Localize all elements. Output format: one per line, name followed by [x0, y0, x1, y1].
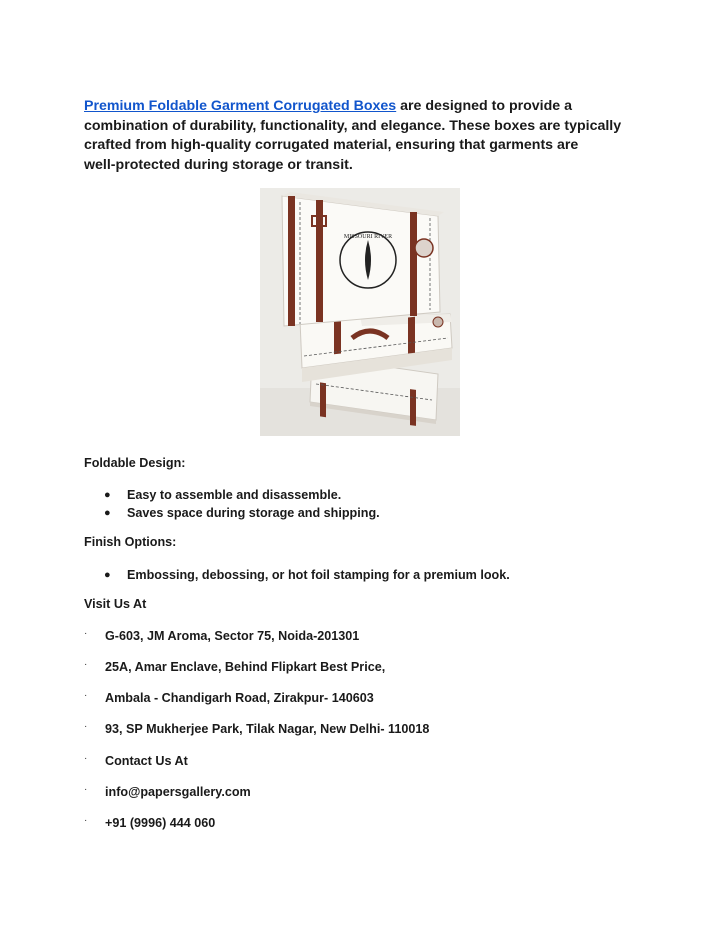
visit-heading: Visit Us At [84, 597, 147, 611]
bullet-icon: · [84, 690, 88, 701]
bullet-icon: · [84, 815, 88, 826]
list-item: ● Saves space during storage and shipping. [104, 506, 380, 520]
list-item: ● Easy to assemble and disassemble. [104, 488, 342, 502]
bullet-icon: ● [104, 489, 111, 501]
product-photo [260, 188, 460, 436]
bullet-icon: ● [104, 507, 111, 519]
intro-paragraph [84, 97, 644, 175]
intro-line-4: well-protected during storage or transit. [84, 156, 353, 173]
finish-heading: Finish Options: [84, 535, 177, 549]
phone-text: +91 (9996) 444 060 [105, 816, 216, 830]
bullet-icon: · [84, 753, 88, 764]
brand-seal-text: MISSOURI RIVER [343, 234, 393, 240]
email-text: info@papersgallery.com [105, 785, 251, 799]
intro-line-2: combination of durability, functionality, and elegance. These boxes are typically [84, 117, 622, 134]
bullet-icon: · [84, 628, 88, 639]
product-link[interactable]: Premium Foldable Garment Corrugated Boxes [84, 98, 397, 114]
top-box [282, 192, 444, 326]
intro-line-3: crafted from high-quality corrugated material, ensuring that garments are [84, 137, 579, 153]
document-page: Premium Foldable Garment Corrugated Boxes are designed to provide a combination of durability, functionality, and elegance. These boxes are typically crafted from high-quality corrugated material, ensuring that garments are well-protected during storage or transit. MISSOURI RIVER Foldable Design: ● Easy to assemble and disassemble. ● Saves space during storage and shipping. Finish Options: ● Embossing, debossing, or hot foil stamping for a premium look. Visit Us At · G-603, JM Aroma, Sector 75, Noida-201301 · 25A, Amar Enclave, Behind Flipkart Best Price, · Ambala - Chandigarh Road, Zirakpur- 140603 · 93, SP Mukherjee Park, Tilak Nagar, New Delhi- 110018 · Contact Us At · info@papersgallery.com · +91 (9996) 444 060 [0, 0, 720, 931]
bullet-icon: ● [104, 569, 111, 581]
intro-line-1 [84, 97, 644, 117]
foldable-list [104, 486, 380, 522]
bullet-icon: · [84, 784, 88, 795]
list-item: ● Embossing, debossing, or hot foil stamping for a premium look. [104, 568, 510, 582]
bullet-icon: · [84, 721, 88, 732]
foldable-heading: Foldable Design: [84, 456, 186, 470]
intro-line-1-rest: are designed to provide a [396, 98, 573, 114]
bullet-icon: · [84, 659, 88, 670]
stacked-boxes-illustration [260, 188, 460, 436]
finish-list [104, 566, 510, 584]
